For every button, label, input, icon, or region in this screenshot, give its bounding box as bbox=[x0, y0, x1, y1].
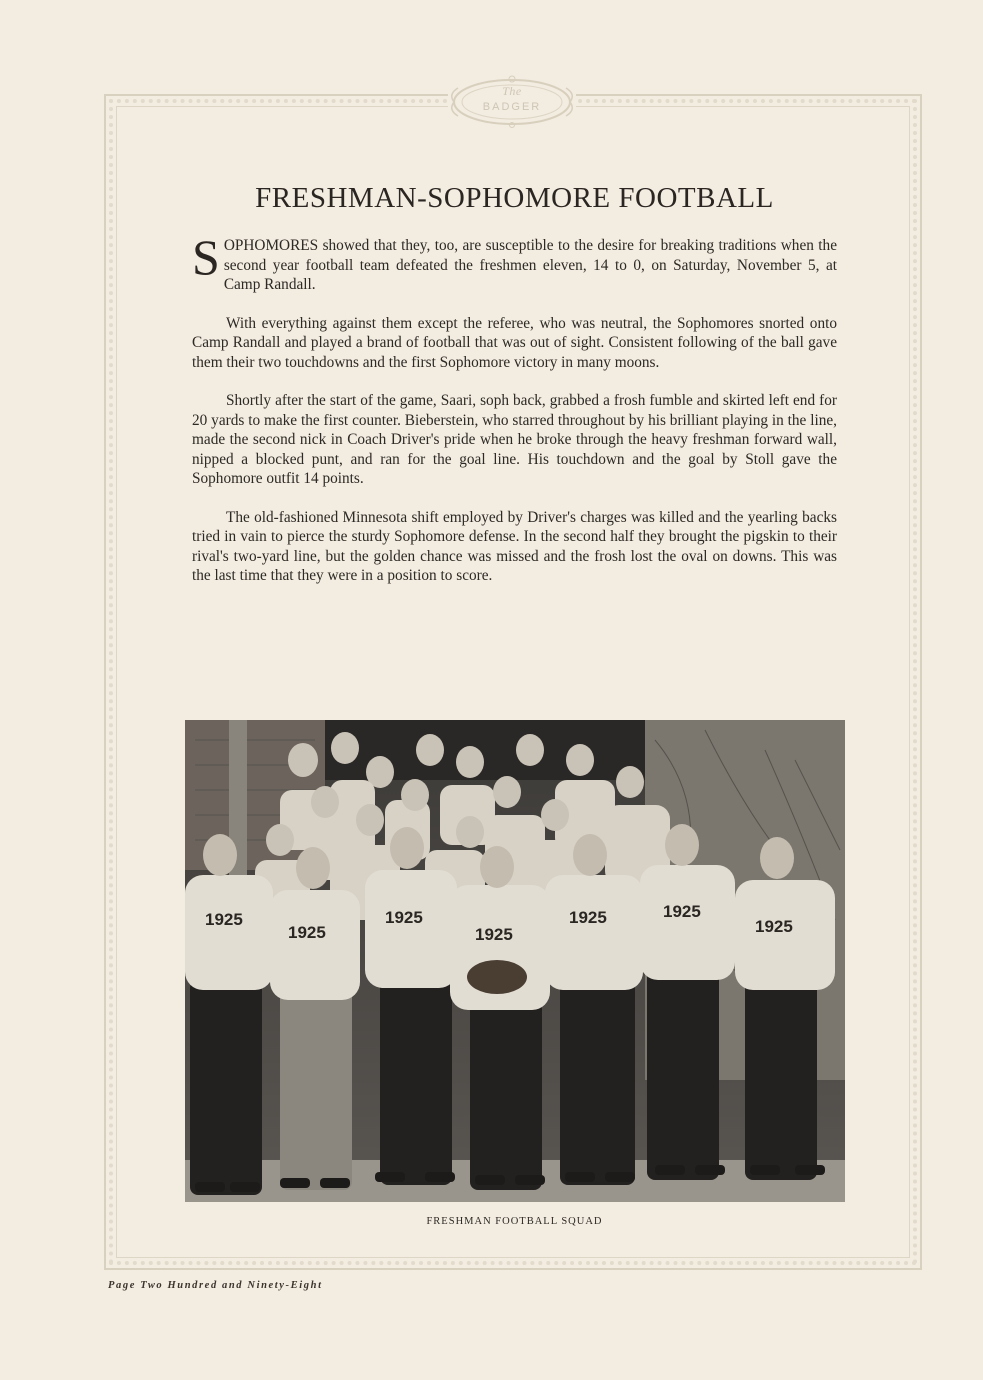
crest-script-text: The bbox=[502, 84, 522, 98]
sweater-number-3: 1925 bbox=[385, 908, 423, 927]
photo-caption: FRESHMAN FOOTBALL SQUAD bbox=[426, 1216, 603, 1227]
sweater-number-2: 1925 bbox=[288, 923, 326, 942]
paragraph-4: The old-fashioned Minnesota shift employed by Driver's charges was killed and the yearling backs tried in vain to pierce the sturdy Sophomore defense. In the second half they brought the pigskin to their rival's two-yard line, but the golden chance was missed and the frosh lost the oval on downs. This was the last time that they were in a position to score. bbox=[192, 508, 837, 584]
paragraph-2: With everything against them except the referee, who was neutral, the Sophomores snorted onto Camp Randall and played a brand of football that was out of sight. Consistent following of the ball gave them their two touchdowns and the first Sophomore victory in many moons. bbox=[192, 314, 837, 371]
paragraph-1 bbox=[192, 229, 837, 295]
paragraph-3: Shortly after the start of the game, Saari, soph back, grabbed a frosh fumble and skirted left end for 20 yards to make the first counter. Bieberstein, who starred throughout by his brilliant playing in the line, made the second nick in Coach Driver's pride when he broke through the heavy freshman forward wall, nipped a blocked punt, and ran for the goal line. His touchdown and the goal by Stoll gave the Sophomore outfit 14 points. bbox=[192, 392, 837, 487]
paragraph-1-text: OPHOMORES showed that they, too, are susceptible to the desire for breaking traditions when the second year football team defeated the freshmen eleven, 14 to 0, on Saturday, November 5, at Camp Randall. bbox=[223, 237, 837, 293]
drop-cap: S bbox=[192, 229, 220, 285]
sweater-number-4: 1925 bbox=[475, 925, 513, 944]
article-body bbox=[192, 229, 837, 605]
badger-crest-logo bbox=[448, 74, 576, 130]
sweater-number-7: 1925 bbox=[755, 917, 793, 936]
page-title: FRESHMAN-SOPHOMORE FOOTBALL bbox=[255, 182, 774, 214]
sweater-number-6: 1925 bbox=[663, 902, 701, 921]
crest-title-text: BADGER bbox=[482, 101, 542, 113]
sweater-number-5: 1925 bbox=[569, 908, 607, 927]
sweater-number-1: 1925 bbox=[205, 910, 243, 929]
team-photo bbox=[185, 720, 845, 1202]
page-number-label: Page Two Hundred and Ninety-Eight bbox=[108, 1280, 323, 1291]
